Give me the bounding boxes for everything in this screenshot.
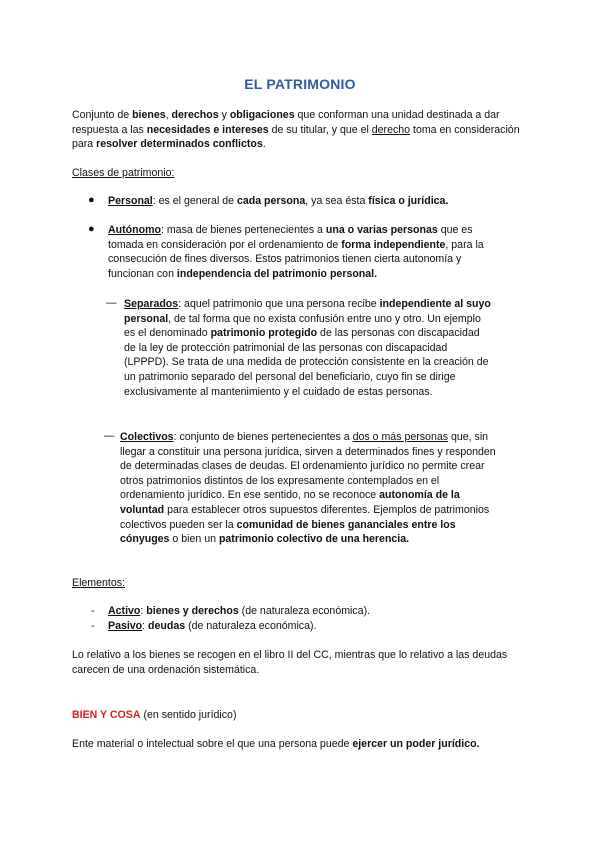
text: y bbox=[218, 109, 230, 121]
text: : es el general de bbox=[152, 195, 237, 207]
clases-heading: Clases de patrimonio: bbox=[72, 167, 175, 179]
text: (de naturaleza económica). bbox=[185, 620, 317, 632]
bullet-icon: ● bbox=[88, 194, 95, 206]
bold-text: derechos bbox=[171, 109, 219, 121]
bold-text: comunidad de bienes gananciales entre los cónyuges bbox=[120, 518, 456, 546]
text: de las personas con discapacidad de la ley de protección patrimonial de las personas con discapacidad (LPPPD). Se trata de una medida de protección consistente en la creación de un patrimonio separado del personal del beneficiario, cuyo fin se dirige exclusivamente al mantenimiento y el cuidado de estas personas. bbox=[124, 327, 489, 398]
text: Conjunto de bbox=[72, 109, 133, 121]
list-dash: - bbox=[91, 605, 95, 617]
intro-paragraph bbox=[72, 108, 534, 152]
page-title: EL PATRIMONIO bbox=[244, 76, 356, 92]
personal-label: Personal bbox=[108, 195, 153, 207]
pasivo-label: Pasivo bbox=[108, 620, 143, 632]
ente-paragraph bbox=[72, 737, 534, 752]
activo-label: Activo bbox=[108, 605, 141, 617]
libro-paragraph: Lo relativo a los bienes se recogen en el libro II del CC, mientras que lo relativo a las deudas carecen de una ordenación sistemática. bbox=[72, 649, 508, 676]
bold-text: patrimonio colectivo de una herencia. bbox=[218, 533, 410, 546]
text: : masa de bienes pertenecientes a bbox=[160, 224, 326, 236]
underlined-text: dos o más personas bbox=[352, 431, 449, 443]
bold-text: una o varias personas bbox=[325, 224, 438, 236]
colectivos-item bbox=[120, 430, 498, 547]
text: para establecer otros supuestos diferentes. Ejemplos de patrimonios colectivos pueden ser la bbox=[120, 503, 490, 531]
text: : conjunto de bienes pertenecientes a bbox=[173, 431, 353, 443]
text: que, sin llegar a constituir una persona jurídica, sirven a determinados fines y responden de determinadas clases de deudas. El ordenamiento jurídico no permite crear otros patrimonios distintos de los expresamente contemplados en el ordenamiento jurídico. En ese sentido, no se reconoce bbox=[120, 431, 496, 502]
elementos-heading: Elementos: bbox=[72, 577, 125, 589]
bold-text: bienes y derechos bbox=[146, 605, 239, 617]
bien-cosa-title: BIEN Y COSA bbox=[72, 709, 141, 721]
text: : bbox=[140, 605, 147, 617]
text: Ente material o intelectual sobre el que una persona puede bbox=[72, 738, 353, 750]
text: , para la consecución de fines diversos. Estos patrimonios tienen cierta autonomía y funcionan con bbox=[108, 238, 484, 280]
text: o bien un bbox=[169, 533, 219, 546]
bien-cosa-heading bbox=[72, 708, 236, 723]
text: : bbox=[142, 620, 149, 632]
dash-icon: — bbox=[106, 297, 117, 309]
bold-text: autonomía de la voluntad bbox=[120, 489, 460, 516]
bien-cosa-subtitle: (en sentido jurídico) bbox=[140, 709, 237, 721]
bullet-icon: ● bbox=[88, 223, 95, 235]
bold-text: independiente al suyo personal bbox=[124, 298, 491, 325]
bold-text: resolver determinados conflictos bbox=[96, 138, 263, 151]
bold-text: física o jurídica. bbox=[368, 195, 449, 207]
bold-text: ejercer un poder jurídico. bbox=[352, 738, 480, 750]
autonomo-item bbox=[108, 223, 500, 281]
text: , ya sea ésta bbox=[305, 195, 369, 207]
text: (de naturaleza económica). bbox=[238, 605, 371, 617]
bold-text: patrimonio protegido bbox=[210, 327, 318, 340]
bold-text: independencia del patrimonio personal. bbox=[176, 267, 378, 280]
separados-label: Separados bbox=[124, 298, 179, 310]
text: : aquel patrimonio que una persona recibe bbox=[178, 298, 380, 310]
bold-text: cada persona bbox=[236, 195, 306, 207]
list-dash: - bbox=[91, 620, 95, 632]
bold-text: bienes bbox=[132, 109, 166, 121]
bold-text: obligaciones bbox=[229, 109, 295, 121]
text: toma en consideración para bbox=[72, 123, 520, 151]
text: que conforman una unidad destinada a dar respuesta a las bbox=[72, 109, 500, 136]
underlined-text: derecho bbox=[371, 123, 411, 136]
autonomo-label: Autónomo bbox=[108, 224, 161, 236]
bold-text: necesidades e intereses bbox=[146, 123, 269, 136]
dash-icon: — bbox=[104, 430, 115, 442]
text: de su titular, y que el bbox=[268, 123, 372, 136]
colectivos-label: Colectivos bbox=[120, 431, 174, 443]
text: , bbox=[165, 109, 172, 121]
bold-text: forma independiente bbox=[341, 238, 446, 251]
pasivo-item bbox=[108, 619, 508, 634]
personal-item bbox=[108, 194, 528, 209]
bold-text: deudas bbox=[148, 620, 186, 632]
text: , de tal forma que no exista confusión entre uno y otro. Un ejemplo es el denominado bbox=[124, 312, 481, 340]
text: . bbox=[262, 138, 266, 151]
separados-item bbox=[124, 297, 494, 399]
activo-item bbox=[108, 604, 508, 619]
text: que es tomada en consideración por el ordenamiento de bbox=[108, 224, 473, 251]
